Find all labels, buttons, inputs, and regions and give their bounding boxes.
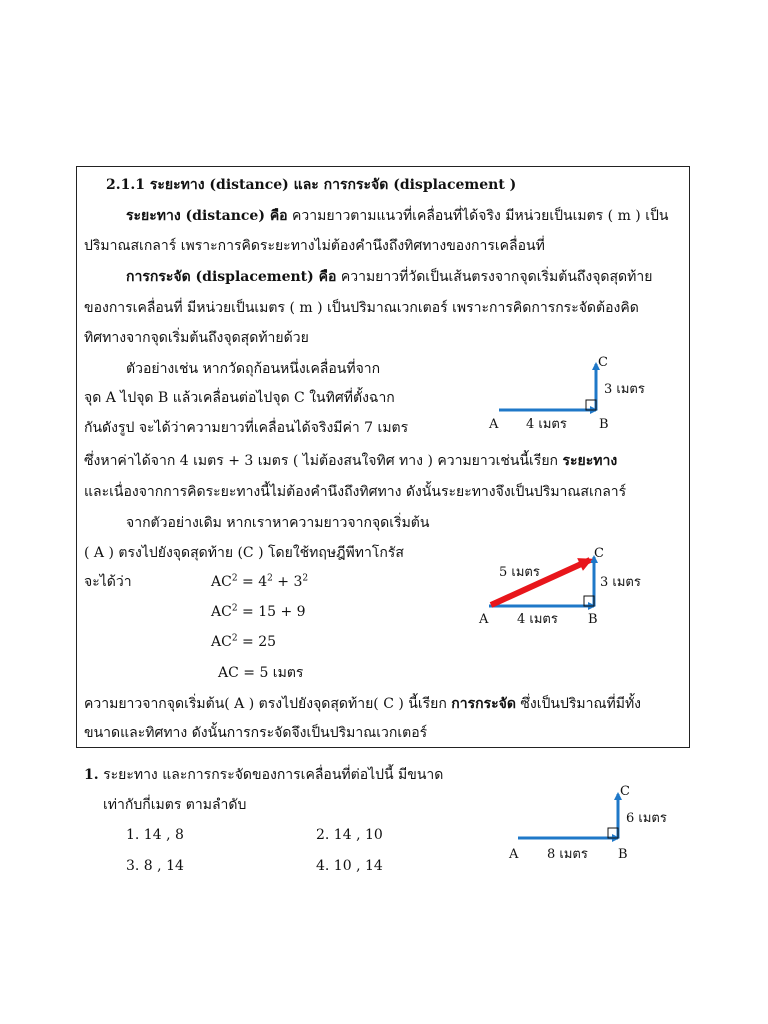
diagram-distance (480, 350, 650, 435)
label-c: C (620, 784, 630, 799)
equation-3 (211, 632, 276, 652)
label-ab: 4 เมตร (517, 612, 558, 627)
example1-line2: จุด A ไปจุด B แล้วเคลื่อนต่อไปจุด C ในทิศที่ตั้งฉาก (84, 390, 395, 406)
example2-line3: จะได้ว่า (84, 574, 132, 590)
label-bc: 3 เมตร (600, 575, 641, 590)
example1-line5: และเนื่องจากการคิดระยะทางนี้ไม่ต้องคำนึงถึงทิศทาง ดังนั้นระยะทางจึงเป็นปริมาณสเกลาร์ (84, 484, 627, 500)
label-ab: 8 เมตร (547, 847, 588, 862)
displacement-term-inline: การกระจัด (451, 696, 516, 712)
eq1-sq-left: 2 (231, 573, 238, 584)
distance-term: ระยะทาง (distance) คือ (126, 208, 288, 224)
question-number: 1. (84, 767, 99, 783)
example1-line3: กันดังรูป จะได้ว่าความยาวที่เคลื่อนได้จริงมีค่า 7 เมตร (84, 420, 409, 436)
equation-1 (211, 572, 308, 592)
example1-line1: ตัวอย่างเช่น หากวัดถุก้อนหนึ่งเคลื่อนที่จาก (126, 361, 381, 377)
eq1-sq-b: 2 (302, 573, 309, 584)
label-c: C (594, 546, 604, 561)
distance-term-inline: ระยะทาง (562, 453, 618, 469)
eq1-sq-a: 2 (267, 573, 273, 584)
section-heading: 2.1.1 ระยะทาง (distance) และ การกระจัด (displacement ) (106, 177, 517, 193)
diagram-displacement (470, 540, 660, 630)
label-bc: 6 เมตร (626, 811, 667, 826)
eq1-left: AC (211, 574, 232, 590)
example2-line2: ( A ) ตรงไปยังจุดสุดท้าย (C ) โดยใช้ทฤษฎีพีทาโกรัส (84, 545, 404, 561)
conclusion-line1 (84, 694, 641, 714)
eq2-left: AC (211, 604, 232, 620)
eq3-left: AC (211, 634, 232, 650)
displacement-definition-line2: ของการเคลื่อนที่ มีหน่วยเป็นเมตร ( m ) เป็นปริมาณเวกเตอร์ เพราะการคิดการกระจัดต้องคิด (84, 300, 639, 316)
conclusion-text-pre: ความยาวจากจุดเริ่มต้น( A ) ตรงไปยังจุดสุดท้าย( C ) นี้เรียก (84, 696, 447, 712)
choice-1[interactable]: 1. 14 , 8 (126, 827, 184, 843)
label-ac: 5 เมตร (499, 565, 540, 580)
choice-3[interactable]: 3. 8 , 14 (126, 858, 184, 874)
choice-4[interactable]: 4. 10 , 14 (316, 858, 383, 874)
label-b: B (588, 612, 598, 627)
equation-2 (211, 602, 306, 622)
question-line2: เท่ากับกี่เมตร ตามลำดับ (103, 797, 247, 813)
displacement-term: การกระจัด (displacement) คือ (126, 269, 337, 285)
label-bc: 3 เมตร (604, 382, 645, 397)
distance-definition-line1 (126, 206, 668, 226)
displacement-definition-line1 (126, 267, 652, 287)
label-a: A (509, 847, 519, 862)
eq1-right-a: = 4 (237, 574, 268, 590)
distance-definition-text: ความยาวตามแนวที่เคลื่อนที่ได้จริง มีหน่วยเป็นเมตร ( m ) เป็น (287, 208, 669, 224)
eq3-sq: 2 (231, 633, 238, 644)
diagram-question (500, 780, 710, 870)
displacement-definition-text: ความยาวที่วัดเป็นเส้นตรงจากจุดเริ่มต้นถึงจุดสุดท้าย (336, 269, 653, 285)
conclusion-line2: ขนาดและทิศทาง ดังนั้นการกระจัดจึงเป็นปริมาณเวกเตอร์ (84, 725, 428, 741)
eq2-sq: 2 (231, 603, 238, 614)
displacement-definition-line3: ทิศทางจากจุดเริ่มต้นถึงจุดสุดท้ายด้วย (84, 330, 309, 346)
label-b: B (599, 417, 609, 432)
distance-definition-line2: ปริมาณสเกลาร์ เพราะการคิดระยะทางไม่ต้องคำนึงถึงทิศทางของการเคลื่อนที่ (84, 238, 545, 254)
label-b: B (618, 847, 628, 862)
equation-4: AC = 5 เมตร (218, 665, 304, 681)
eq2-right: = 15 + 9 (237, 604, 306, 620)
example2-line1: จากตัวอย่างเดิม หากเราหาความยาวจากจุดเริ่มต้น (126, 515, 430, 531)
example1-line4 (84, 451, 617, 471)
label-a: A (489, 417, 499, 432)
label-c: C (598, 355, 608, 370)
question-line1 (84, 765, 443, 785)
conclusion-text-post: ซึ่งเป็นปริมาณที่มีทั้ง (515, 696, 642, 712)
example1-line4-text: ซึ่งหาค่าได้จาก 4 เมตร + 3 เมตร ( ไม่ต้องสนใจทิศ ทาง ) ความยาวเช่นนี้เรียก (84, 453, 559, 469)
choice-2[interactable]: 2. 14 , 10 (316, 827, 383, 843)
label-ab: 4 เมตร (526, 417, 567, 432)
eq3-right: = 25 (237, 634, 277, 650)
label-a: A (479, 612, 489, 627)
question-text: ระยะทาง และการกระจัดของการเคลื่อนที่ต่อไปนี้ มีขนาด (98, 767, 444, 783)
eq1-right-b: + 3 (272, 574, 303, 590)
